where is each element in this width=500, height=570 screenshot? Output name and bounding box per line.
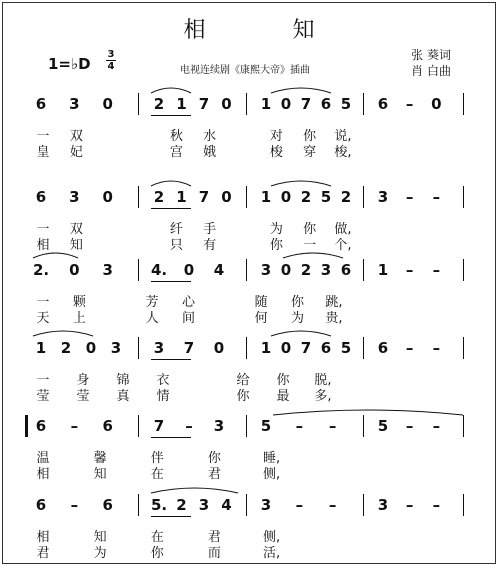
note: 2 xyxy=(153,188,165,206)
lyric-char: 侧, xyxy=(262,467,281,482)
lyric-char: 在 xyxy=(150,467,164,482)
lyric-char: 穿 xyxy=(303,145,317,160)
lyric-char: 伴 xyxy=(150,451,164,466)
lyric-char: 相 xyxy=(36,467,50,482)
lyric-char: 衣 xyxy=(156,373,170,388)
lyric-char: 说, xyxy=(334,129,352,144)
note: 0 xyxy=(280,95,292,113)
lyric-char: 你 xyxy=(276,373,290,388)
note: 3 xyxy=(377,188,389,206)
lyric-char: 你 xyxy=(303,222,317,237)
lyric-char: 莹 xyxy=(76,389,90,404)
note: – xyxy=(432,496,441,514)
time-signature-bottom: 4 xyxy=(107,61,115,72)
lyric-char: 而 xyxy=(207,546,221,561)
note: 2 xyxy=(300,261,312,279)
slur-arc xyxy=(151,181,191,186)
note: 2 xyxy=(300,188,312,206)
note: 0 xyxy=(221,188,232,206)
note: 6 xyxy=(102,417,113,435)
lyric-char: 做, xyxy=(334,222,352,237)
note: 2 xyxy=(340,188,352,206)
note: 0 xyxy=(280,339,292,357)
lyric-char: 一 xyxy=(36,373,50,388)
lyric-char: 你 xyxy=(303,129,317,144)
note: – xyxy=(405,496,414,514)
lyric-char: 给 xyxy=(236,373,250,388)
key-signature: 1=♭D xyxy=(48,55,91,73)
lyric-char: 梭, xyxy=(334,145,352,160)
lyric-char: 心 xyxy=(181,295,195,310)
note: – xyxy=(432,417,441,435)
lyric-char: 皇 xyxy=(36,145,50,160)
note: 2. xyxy=(33,261,50,279)
lyric-char: 馨 xyxy=(93,451,107,466)
note: 6 xyxy=(320,339,332,357)
slur-arc xyxy=(33,253,78,258)
lyric-char: 妃 xyxy=(69,145,83,160)
note: 0 xyxy=(431,95,442,113)
note: 7 xyxy=(183,339,195,357)
lyric-char: 在 xyxy=(150,530,164,545)
note: – xyxy=(405,339,414,357)
note: 3 xyxy=(69,95,80,113)
song-title: 相 知 xyxy=(183,18,355,43)
lyric-char: 你 xyxy=(150,546,164,561)
note: 5 xyxy=(320,188,332,206)
note: 1 xyxy=(35,339,47,357)
slur-arc xyxy=(151,88,191,93)
note: 3 xyxy=(153,339,165,357)
lyric-char: 君 xyxy=(36,546,50,561)
lyric-char: 只 xyxy=(169,238,183,253)
note: 5 xyxy=(377,417,389,435)
note: 2 xyxy=(176,496,187,514)
lyric-char: 梭 xyxy=(269,145,283,160)
lyric-char: 天 xyxy=(36,311,50,326)
note: 0 xyxy=(183,261,195,279)
lyric-char: 脱, xyxy=(314,373,332,388)
lyric-char: 锦 xyxy=(116,373,130,388)
lyric-char: 有 xyxy=(203,238,217,253)
note: 0 xyxy=(280,188,292,206)
slur-arc xyxy=(151,488,238,493)
lyric-char: 间 xyxy=(181,311,195,326)
note: 6 xyxy=(35,496,47,514)
song-subtitle: 电视连续剧《康熙大帝》插曲 xyxy=(180,65,310,76)
note: 1 xyxy=(176,188,187,206)
note: 6 xyxy=(340,261,352,279)
note: – xyxy=(70,496,79,514)
note: 5. xyxy=(151,496,168,514)
note: 5 xyxy=(340,95,352,113)
lyric-char: 一 xyxy=(36,129,50,144)
note: 6 xyxy=(320,95,332,113)
note: – xyxy=(405,188,414,206)
lyric-char: 相 xyxy=(36,238,50,253)
note: 4 xyxy=(213,261,225,279)
note: 3 xyxy=(110,339,122,357)
lyric-char: 君 xyxy=(207,467,221,482)
lyric-char: 你 xyxy=(291,295,305,310)
lyric-char: 莹 xyxy=(36,389,50,404)
note: 6 xyxy=(102,496,113,514)
note: – xyxy=(70,417,79,435)
note: – xyxy=(432,339,441,357)
note: 7 xyxy=(300,95,312,113)
note: – xyxy=(432,188,441,206)
lyric-char: 你 xyxy=(236,389,250,404)
note: 3 xyxy=(198,496,210,514)
lyric-char: 纤 xyxy=(169,222,183,237)
composer-credit: 肖 白曲 xyxy=(411,64,451,78)
note: – xyxy=(328,417,337,435)
lyric-char: 多, xyxy=(314,389,332,404)
lyric-char: 手 xyxy=(203,222,217,237)
note: 1 xyxy=(260,188,272,206)
note: 0 xyxy=(102,188,113,206)
note: 1 xyxy=(377,261,389,279)
lyric-char: 跳, xyxy=(325,295,343,310)
lyric-char: 上 xyxy=(72,311,86,326)
lyric-char: 双 xyxy=(69,222,83,237)
lyric-char: 一 xyxy=(36,222,50,237)
lyric-char: 水 xyxy=(203,129,217,144)
note: – xyxy=(185,417,193,435)
lyric-char: 知 xyxy=(93,530,107,545)
slur-arc xyxy=(271,331,331,336)
lyric-char: 情 xyxy=(156,389,170,404)
lyric-char: 你 xyxy=(207,451,221,466)
note: 3 xyxy=(213,417,225,435)
lyric-char: 宫 xyxy=(169,145,183,160)
lyric-char: 君 xyxy=(207,530,221,545)
lyric-char: 个, xyxy=(334,238,352,253)
note: 3 xyxy=(260,496,272,514)
lyric-char: 温 xyxy=(36,451,50,466)
note: 4. xyxy=(151,261,168,279)
slur-arc xyxy=(271,181,331,186)
lyric-char: 一 xyxy=(36,295,50,310)
lyric-char: 为 xyxy=(291,311,305,326)
score-sheet xyxy=(2,2,496,564)
note: 2 xyxy=(153,95,165,113)
lyric-char: 人 xyxy=(145,311,159,326)
slur-arc xyxy=(33,331,93,336)
note: 6 xyxy=(377,95,389,113)
lyric-char: 娥 xyxy=(203,145,217,160)
lyric-char: 何 xyxy=(254,311,268,326)
lyric-char: 为 xyxy=(93,546,107,561)
lyric-char: 为 xyxy=(269,222,283,237)
lyric-char: 最 xyxy=(276,389,290,404)
lyric-char: 真 xyxy=(116,389,130,404)
note: 3 xyxy=(260,261,272,279)
note: 7 xyxy=(300,339,312,357)
note: 1 xyxy=(176,95,187,113)
slur-arc xyxy=(271,88,331,93)
note: 6 xyxy=(35,417,47,435)
note: 7 xyxy=(153,417,165,435)
lyric-char: 睡, xyxy=(262,451,281,466)
note: 3 xyxy=(377,496,389,514)
note: 3 xyxy=(102,261,113,279)
note: 6 xyxy=(35,188,47,206)
note: 3 xyxy=(69,188,80,206)
note: 7 xyxy=(198,95,210,113)
note: 0 xyxy=(102,95,113,113)
note: 3 xyxy=(320,261,332,279)
note: 0 xyxy=(221,95,232,113)
note: – xyxy=(432,261,441,279)
lyricist-credit: 张 葵词 xyxy=(411,48,451,62)
lyric-char: 颗 xyxy=(72,295,86,310)
note: – xyxy=(405,95,414,113)
note: 6 xyxy=(35,95,47,113)
note: 5 xyxy=(340,339,352,357)
lyric-char: 身 xyxy=(76,373,90,388)
lyric-char: 芳 xyxy=(145,295,159,310)
lyric-char: 一 xyxy=(303,238,317,253)
note: 0 xyxy=(69,261,80,279)
note: 7 xyxy=(198,188,210,206)
note: 1 xyxy=(260,339,272,357)
note: – xyxy=(295,417,304,435)
lyric-char: 双 xyxy=(69,129,83,144)
note: 2 xyxy=(60,339,72,357)
lyric-char: 秋 xyxy=(169,129,183,144)
note: 0 xyxy=(85,339,97,357)
note: 1 xyxy=(260,95,272,113)
lyric-char: 贵, xyxy=(325,311,343,326)
time-signature-top: 3 xyxy=(107,49,115,60)
note: 0 xyxy=(213,339,225,357)
lyric-char: 相 xyxy=(36,530,50,545)
lyric-char: 知 xyxy=(93,467,107,482)
note: – xyxy=(295,496,304,514)
lyric-char: 你 xyxy=(269,238,283,253)
note: 6 xyxy=(377,339,389,357)
slur-arc xyxy=(273,410,463,415)
lyric-char: 对 xyxy=(269,129,283,144)
lyric-char: 知 xyxy=(69,238,83,253)
note: 0 xyxy=(280,261,292,279)
note: – xyxy=(405,261,414,279)
lyric-char: 随 xyxy=(254,295,268,310)
note: 5 xyxy=(260,417,272,435)
slur-arc xyxy=(283,253,343,258)
lyric-char: 侧, xyxy=(262,530,281,545)
slurs xyxy=(3,3,497,565)
lyric-char: 活, xyxy=(262,546,281,561)
note: – xyxy=(405,417,414,435)
note: – xyxy=(328,496,337,514)
note: 4 xyxy=(221,496,232,514)
